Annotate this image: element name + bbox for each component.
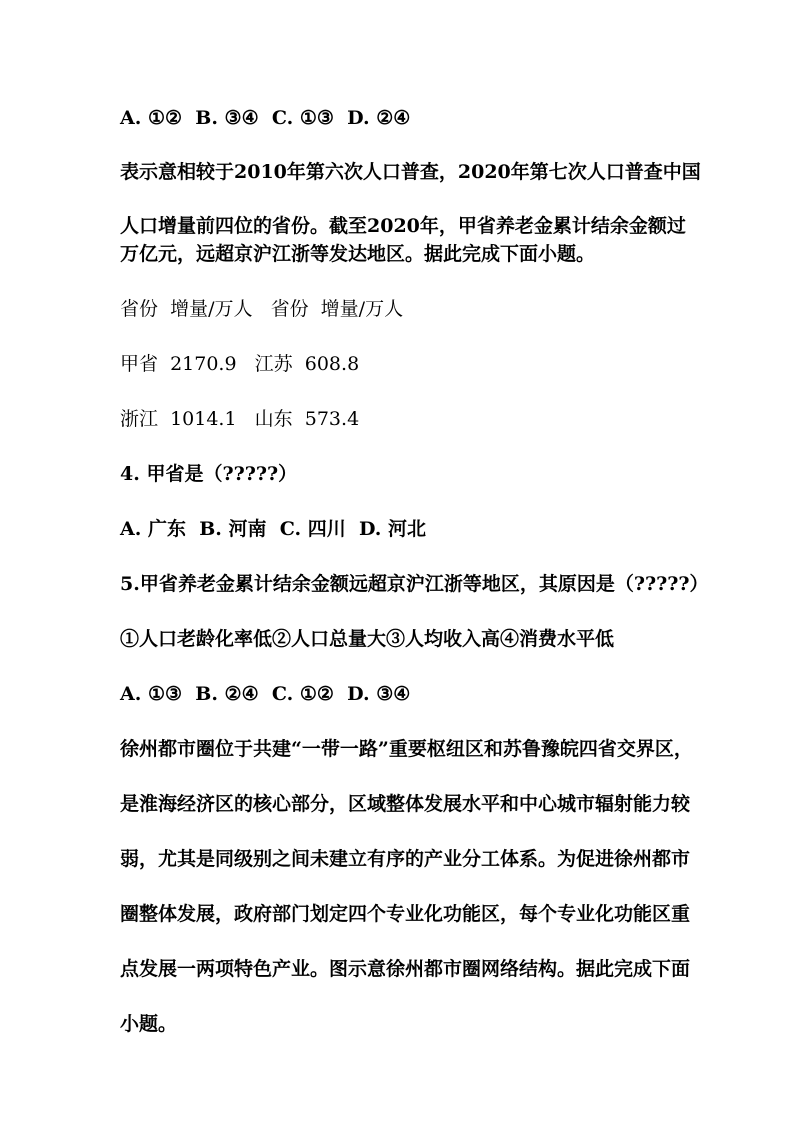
- passage-2-line-3: 弱，尤其是同级别之间未建立有序的产业分工体系。为促进徐州都市: [120, 848, 691, 870]
- passage-1-line-2: 人口增量前四位的省份。截至2020年，甲省养老金累计结余金额过: [120, 215, 686, 237]
- table-row-1: 甲省 2170.9 江苏 608.8: [120, 353, 360, 375]
- question-4-stem: 4. 甲省是（?????）: [120, 463, 298, 485]
- passage-2-line-2: 是淮海经济区的核心部分，区域整体发展水平和中心城市辐射能力较: [120, 793, 691, 815]
- passage-2-line-6: 小题。: [120, 1013, 178, 1035]
- passage-1-line-3: 万亿元，远超京沪江浙等发达地区。据此完成下面小题。: [120, 243, 596, 265]
- passage-1-line-1: 表示意相较于2010年第六次人口普查，2020年第七次人口普查中国: [120, 161, 701, 183]
- passage-2-line-1: 徐州都市圈位于共建“一带一路”重要枢纽区和苏鲁豫皖四省交界区，: [120, 738, 693, 760]
- prev-question-options: A. ①② B. ③④ C. ①③ D. ②④: [120, 107, 411, 129]
- question-5-stem: 5.甲省养老金累计结余金额远超京沪江浙等地区，其原因是（?????）: [120, 573, 709, 595]
- question-5-statements: ①人口老龄化率低②人口总量大③人均收入高④消费水平低: [120, 628, 615, 650]
- passage-2-line-4: 圈整体发展，政府部门划定四个专业化功能区，每个专业化功能区重: [120, 903, 691, 925]
- table-row-2: 浙江 1014.1 山东 573.4: [120, 408, 360, 430]
- table-header-row: 省份 增量/万人 省份 增量/万人: [120, 298, 404, 320]
- question-4-options: A. 广东 B. 河南 C. 四川 D. 河北: [120, 518, 426, 540]
- passage-2-line-5: 点发展一两项特色产业。图示意徐州都市圈网络结构。据此完成下面: [120, 958, 691, 980]
- question-5-options: A. ①③ B. ②④ C. ①② D. ③④: [120, 683, 411, 705]
